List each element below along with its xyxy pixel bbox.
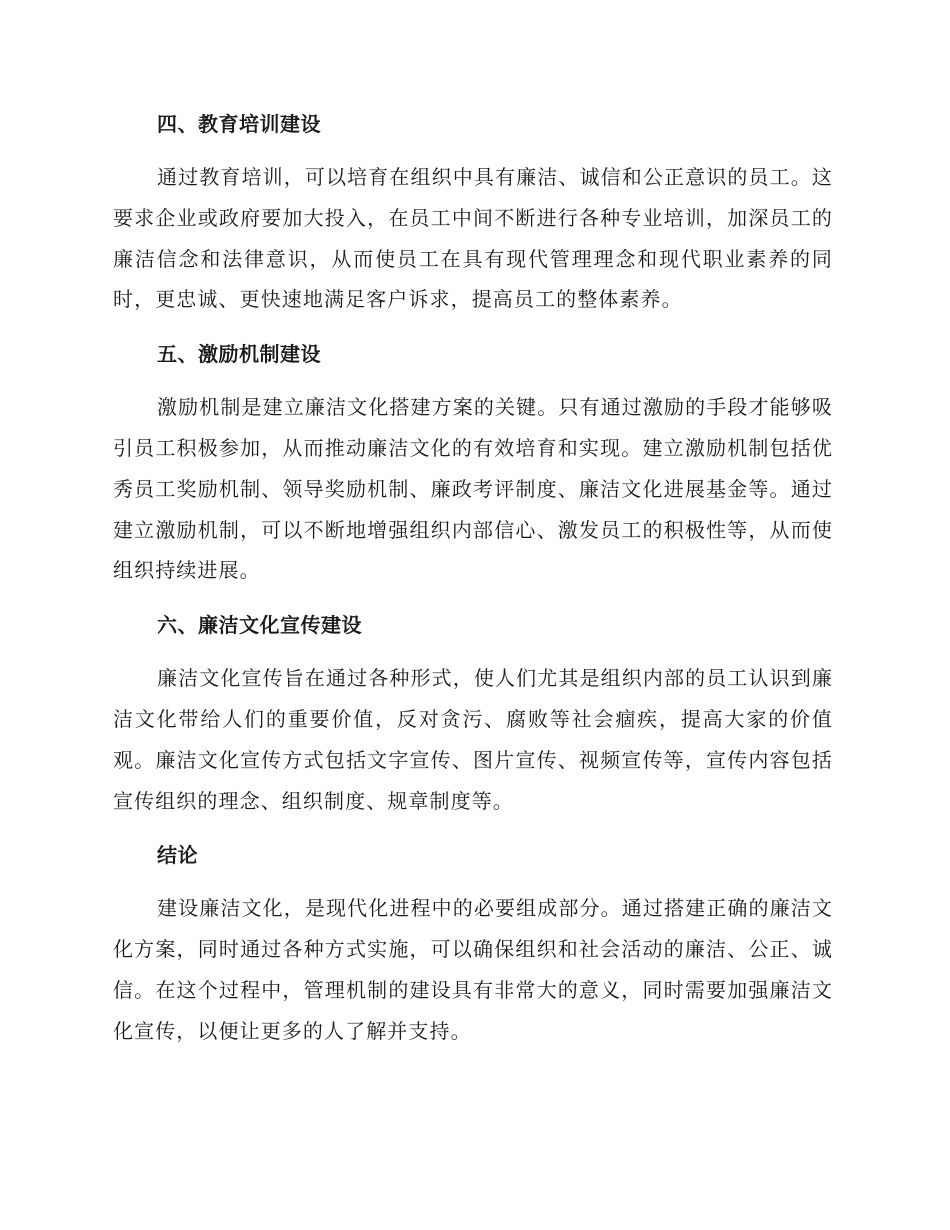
section-heading-conclusion: 结论 [157, 843, 198, 868]
section-heading-integrity-publicity: 六、廉洁文化宣传建设 [157, 613, 362, 638]
section-body-integrity-publicity: 廉洁文化宣传旨在通过各种形式，使人们尤其是组织内部的员工认识到廉洁文化带给人们的重要价值，反对贪污、腐败等社会痼疾，提高大家的价值观。廉洁文化宣传方式包括文字宣传、图片宣传、视频宣传等，宣传内容包括宣传组织的理念、组织制度、规章制度等。 [113, 666, 833, 813]
section-heading-education-training: 四、教育培训建设 [157, 112, 321, 136]
section-heading-incentive-mechanism: 五、激励机制建设 [157, 342, 321, 367]
section-body-incentive-mechanism: 激励机制是建立廉洁文化搭建方案的关键。只有通过激励的手段才能够吸引员工积极参加，从而推动廉洁文化的有效培育和实现。建立激励机制包括优秀员工奖励机制、领导奖励机制、廉政考评制度、廉洁文化进展基金等。通过建立激励机制，可以不断地增强组织内部信心、激发员工的积极性等，从而使组织持续进展。 [113, 395, 833, 583]
document-page [113, 104, 833, 1052]
section-body-conclusion: 建设廉洁文化，是现代化进程中的必要组成部分。通过搭建正确的廉洁文化方案，同时通过各种方式实施，可以确保组织和社会活动的廉洁、公正、诚信。在这个过程中，管理机制的建设具有非常大的意义，同时需要加强廉洁文化宣传，以便让更多的人了解并支持。 [113, 896, 833, 1043]
section-body-education-training: 通过教育培训，可以培育在组织中具有廉洁、诚信和公正意识的员工。这要求企业或政府要加大投入，在员工中间不断进行各种专业培训，加深员工的廉洁信念和法律意识，从而使员工在具有现代管理理念和现代职业素养的同时，更忠诚、更快速地满足客户诉求，提高员工的整体素养。 [113, 165, 833, 312]
